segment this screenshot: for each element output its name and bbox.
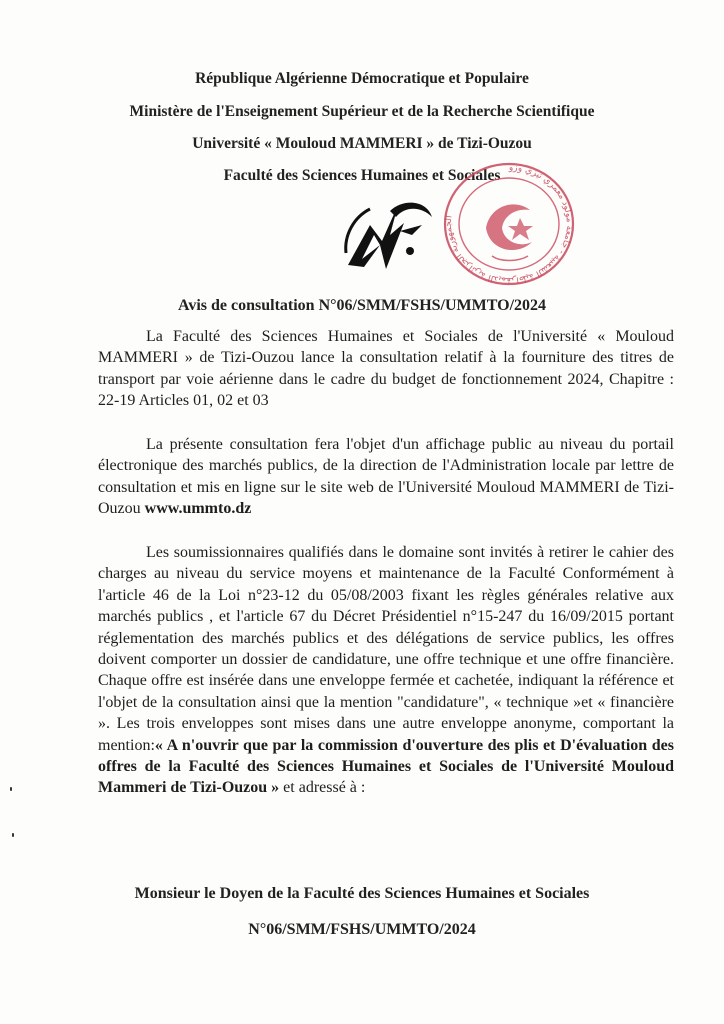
paragraph-3-mention: « A n'ouvrir que par la commission d'ouverture des plis et D'évaluation des offres de la Faculté des Sciences Humaines et Sociales de l'Université Mouloud Mammeri de Tizi-Ouzou » xyxy=(98,736,674,797)
header-republic: République Algérienne Démocratique et Populaire xyxy=(195,70,529,87)
header-faculty: Faculté des Sciences Humaines et Sociales xyxy=(223,167,501,184)
paragraph-2 xyxy=(98,434,674,520)
paragraph-3 xyxy=(98,542,674,799)
university-logo-icon xyxy=(340,195,438,275)
seal-text: الجمهورية الجزائرية الديمقراطية الشعبية - جامعة مولود معمري تيزي وزو xyxy=(443,162,574,286)
paragraph-1: La Faculté des Sciences Humaines et Sociales de l'Université « Mouloud MAMMERI » de Tizi-Ouzou lance la consultation relatif à la fourniture des titres de transport par voie aérienne dans le cadre du budget de fonctionnement 2024, Chapitre : 22-19 Articles 01, 02 et 03 xyxy=(98,328,674,410)
header-university: Université « Mouloud MAMMERI » de Tizi-Ouzou xyxy=(192,135,532,152)
addressee-reference: N°06/SMM/FSHS/UMMTO/2024 xyxy=(248,921,476,938)
paragraph-3-text: Les soumissionnaires qualifiés dans le domaine sont invités à retirer le cahier des charges au niveau du service moyens et maintenance de la Faculté Conformément à l'article 46 de la Loi n°23-12 du 05/08/2003 fixant les règles générales relative aux marchés publics , et l'article 67 du Décret Présidentiel n°15-247 du 16/09/2015 portant réglementation des marchés publics et des délégations de service publics, les offres doivent comporter un dossier de candidature, une offre technique et une offre financière. Chaque offre est insérée dans une enveloppe fermée et cachetée, indiquant la référence et l'objet de la consultation ainsi que la mention "candidature", « technique »et « financière ». Les trois enveloppes sont mises dans une autre enveloppe anonyme, comportant la mention: xyxy=(98,544,674,754)
paragraph-2-text: La présente consultation fera l'objet d'un affichage public au niveau du portail électronique des marchés publics, de la direction de l'Administration locale par lettre de consultation et mis en ligne sur le site web de l'Université Mouloud MAMMERI de Tizi-Ouzou xyxy=(98,436,674,518)
paragraph-3-end: et adressé à : xyxy=(279,779,366,797)
addressee-line-1: Monsieur le Doyen de la Faculté des Sciences Humaines et Sociales xyxy=(134,885,590,902)
official-seal-icon xyxy=(434,158,584,290)
notice-title: Avis de consultation N°06/SMM/FSHS/UMMTO/2024 xyxy=(177,297,547,314)
website-link: www.ummto.dz xyxy=(144,500,252,518)
scan-speck xyxy=(12,833,14,837)
scan-speck xyxy=(10,787,12,791)
header-ministry: Ministère de l'Enseignement Supérieur et de la Recherche Scientifique xyxy=(129,103,595,120)
